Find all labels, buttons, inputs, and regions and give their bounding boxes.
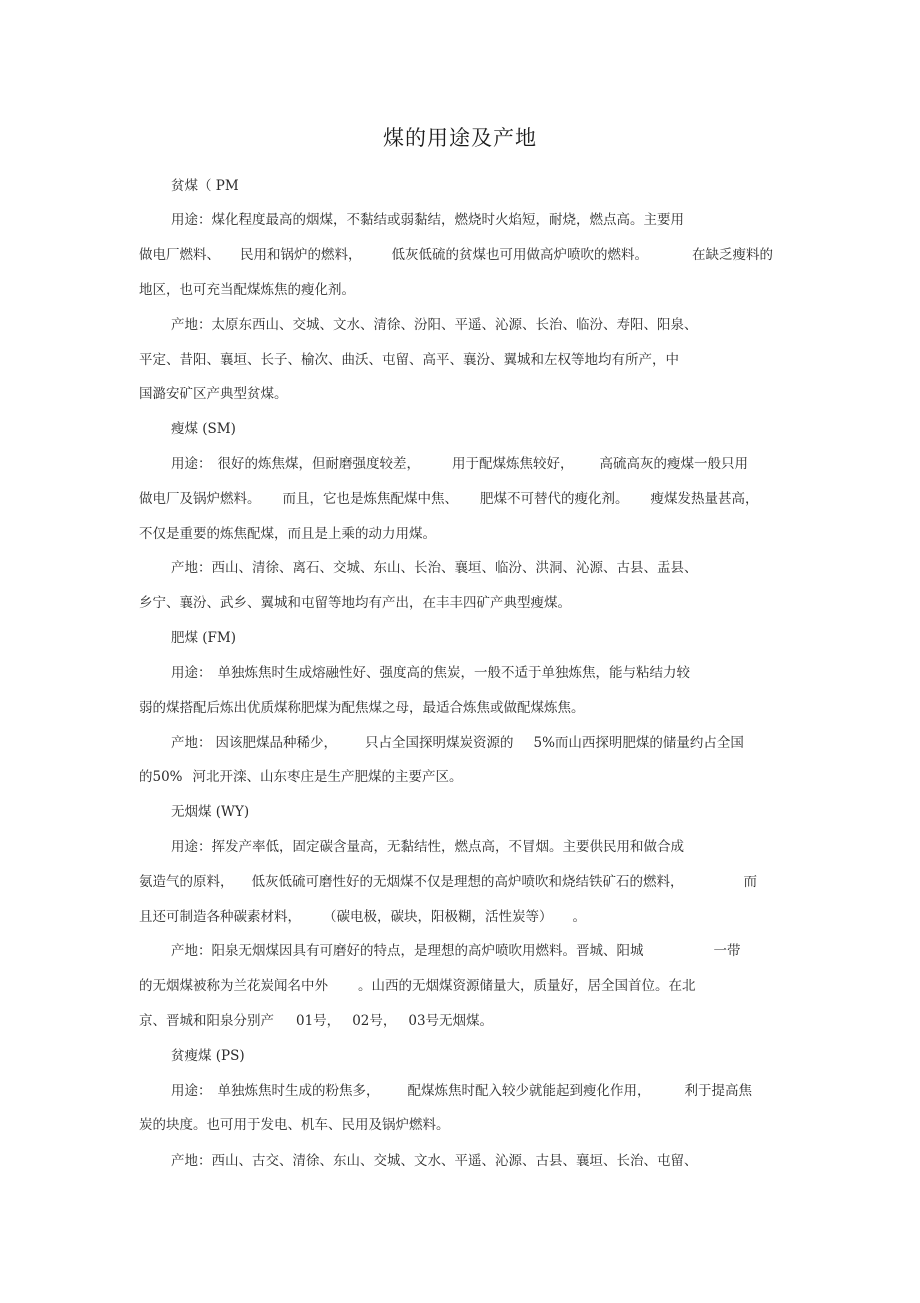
paragraph-line: 做电厂及锅炉燃料。 而且，它也是炼焦配煤中焦、 肥煤不可替代的瘦化剂。 瘦煤发热量甚高， — [139, 491, 759, 507]
paragraph-line: 用途： 单独炼焦时生成的粉焦多， 配煤炼焦时配入较少就能起到瘦化作用， 利于提高焦 — [171, 1083, 752, 1099]
page-title: 煤的用途及产地 — [383, 126, 537, 150]
paragraph-line: 用途：煤化程度最高的烟煤，不黏结或弱黏结，燃烧时火焰短，耐烧，燃点高。主要用 — [171, 212, 684, 228]
paragraph-line: 的无烟煤被称为兰花炭闻名中外 。山西的无烟煤资源储量大，质量好，居全国首位。在北 — [139, 978, 696, 994]
paragraph-line: 乡宁、襄汾、武乡、翼城和屯留等地均有产出，在丰丰四矿产典型瘦煤。 — [139, 595, 571, 611]
paragraph-line: 氨造气的原料， 低灰低硫可磨性好的无烟煤不仅是理想的高炉喷吹和烧结铁矿石的燃料， 而 — [139, 874, 757, 890]
section-heading-pm: 贫煤（ PM — [171, 178, 239, 194]
paragraph-line: 平定、昔阳、襄垣、长子、榆次、曲沃、屯留、高平、襄汾、翼城和左权等地均有所产，中 — [139, 352, 679, 368]
paragraph-line: 产地：西山、古交、清徐、东山、交城、文水、平遥、沁源、古县、襄垣、长治、屯留、 — [171, 1153, 698, 1169]
paragraph-line: 产地：阳泉无烟煤因具有可磨好的特点，是理想的高炉喷吹用燃料。晋城、阳城 一带 — [171, 943, 741, 959]
paragraph-line: 用途： 很好的炼焦煤，但耐磨强度较差， 用于配煤炼焦较好， 高硫高灰的瘦煤一般只用 — [171, 456, 748, 472]
paragraph-line: 用途：挥发产率低，固定碳含量高，无黏结性，燃点高，不冒烟。主要供民用和做合成 — [171, 839, 684, 855]
paragraph-line: 产地：太原东西山、交城、文水、清徐、汾阳、平遥、沁源、长治、临汾、寿阳、阳泉、 — [171, 317, 698, 333]
section-heading-ps: 贫瘦煤 (PS) — [171, 1048, 245, 1064]
paragraph-line: 不仅是重要的炼焦配煤，而且是上乘的动力用煤。 — [139, 526, 436, 542]
paragraph-line: 且还可制造各种碳素材料， （碳电极，碳块，阳极糊，活性炭等） 。 — [139, 909, 586, 925]
paragraph-line: 炭的块度。也可用于发电、机车、民用及锅炉燃料。 — [139, 1117, 450, 1133]
paragraph-line: 地区，也可充当配煤炼焦的瘦化剂。 — [139, 282, 355, 298]
paragraph-line: 弱的煤搭配后炼出优质煤称肥煤为配焦煤之母，最适合炼焦或做配煤炼焦。 — [139, 700, 585, 716]
paragraph-line: 做电厂燃料、 民用和锅炉的燃料， 低灰低硫的贫煤也可用做高炉喷吹的燃料。 在缺乏瘦料的 — [139, 247, 773, 263]
paragraph-line: 产地：西山、清徐、离石、交城、东山、长治、襄垣、临汾、洪洞、沁源、古县、盂县、 — [171, 560, 698, 576]
section-heading-fm: 肥煤 (FM) — [171, 630, 237, 646]
paragraph-line: 国潞安矿区产典型贫煤。 — [139, 386, 288, 402]
paragraph-line: 的50% 河北开滦、山东枣庄是生产肥煤的主要产区。 — [139, 769, 463, 785]
paragraph-line: 产地： 因该肥煤品种稀少， 只占全国探明煤炭资源的 5%而山西探明肥煤的储量约占全国 — [171, 735, 744, 751]
section-heading-wy: 无烟煤 (WY) — [171, 804, 250, 820]
paragraph-line: 京、晋城和阳泉分别产 01号， 02号， 03号无烟煤。 — [139, 1013, 494, 1029]
paragraph-line: 用途： 单独炼焦时生成熔融性好、强度高的焦炭，一般不适于单独炼焦，能与粘结力较 — [171, 665, 690, 681]
section-heading-sm: 瘦煤 (SM) — [171, 421, 236, 437]
